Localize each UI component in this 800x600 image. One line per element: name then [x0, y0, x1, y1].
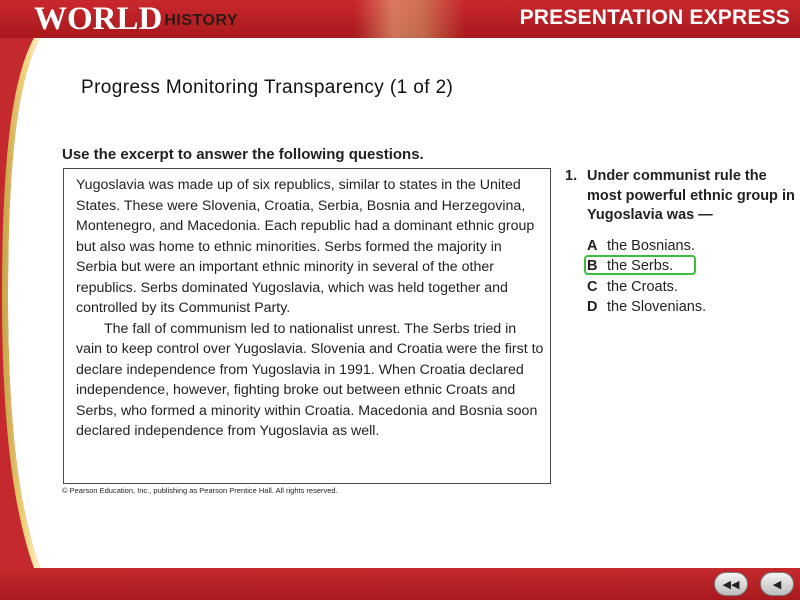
statue-image: [355, 0, 465, 38]
copyright-notice: © Pearson Education, Inc., publishing as Pearson Prentice Hall. All rights reserved.: [62, 486, 338, 495]
world-history-logo: [34, 2, 238, 36]
correct-answer-highlight: [584, 255, 696, 275]
option-letter: C: [587, 278, 598, 295]
option-a: [587, 236, 795, 257]
question-1: [565, 167, 795, 318]
footer-bar: [0, 568, 800, 600]
option-letter: A: [587, 237, 598, 254]
excerpt-paragraph-1: Yugoslavia was made up of six republics, similar to states in the United States. These were Slovenia, Croatia, Serbia, Bosnia and Herzegovina, Montenegro, and Macedonia. Each republic had a dominant ethnic group but also was home to ethnic minorities. Serbs formed the majority in Serbia but were an important ethnic minority in several of the other republics. Serbs dominated Yugoslavia, which was held together and controlled by its Communist Party.: [76, 177, 535, 316]
option-text: the Slovenians.: [607, 299, 707, 315]
option-text: the Bosnians.: [607, 237, 695, 254]
header-bar: [0, 0, 800, 38]
option-letter: B: [587, 258, 598, 274]
option-text: the Serbs.: [607, 258, 674, 274]
excerpt-box: [63, 168, 551, 484]
answer-options: [587, 236, 795, 318]
logo-world-text: WORLD: [34, 1, 163, 37]
question-number: 1.: [565, 168, 578, 184]
slide-title: Progress Monitoring Transparency (1 of 2): [81, 77, 454, 98]
option-letter: D: [587, 299, 598, 315]
excerpt-paragraph-2: The fall of communism led to nationalist unrest. The Serbs tried in vain to keep control over Yugoslavia. Slovenia and Croatia were the first to declare independence from Yugoslavia in 1991. When Croatia declared independence, however, fighting broke out between ethnic Croats and Serbs, who formed a minority within Croatia. Macedonia and Bosnia soon declared independence from Yugoslavia as well.: [76, 320, 544, 439]
left-swoosh-decoration: [0, 38, 40, 568]
instruction-text: Use the excerpt to answer the following questions.: [62, 146, 424, 163]
option-c: [587, 277, 795, 298]
logo-history-text: HISTORY: [164, 12, 239, 29]
option-d: [587, 297, 795, 318]
question-stem: [565, 167, 795, 226]
option-text: the Croats.: [607, 278, 678, 295]
double-left-arrow-icon[interactable]: ◀◀: [714, 572, 748, 596]
question-text: Under communist rule the most powerful ethnic group in Yugoslavia was —: [587, 168, 795, 223]
left-arrow-icon[interactable]: ◀: [760, 572, 794, 596]
presentation-express-title: PRESENTATION EXPRESS: [519, 6, 790, 29]
